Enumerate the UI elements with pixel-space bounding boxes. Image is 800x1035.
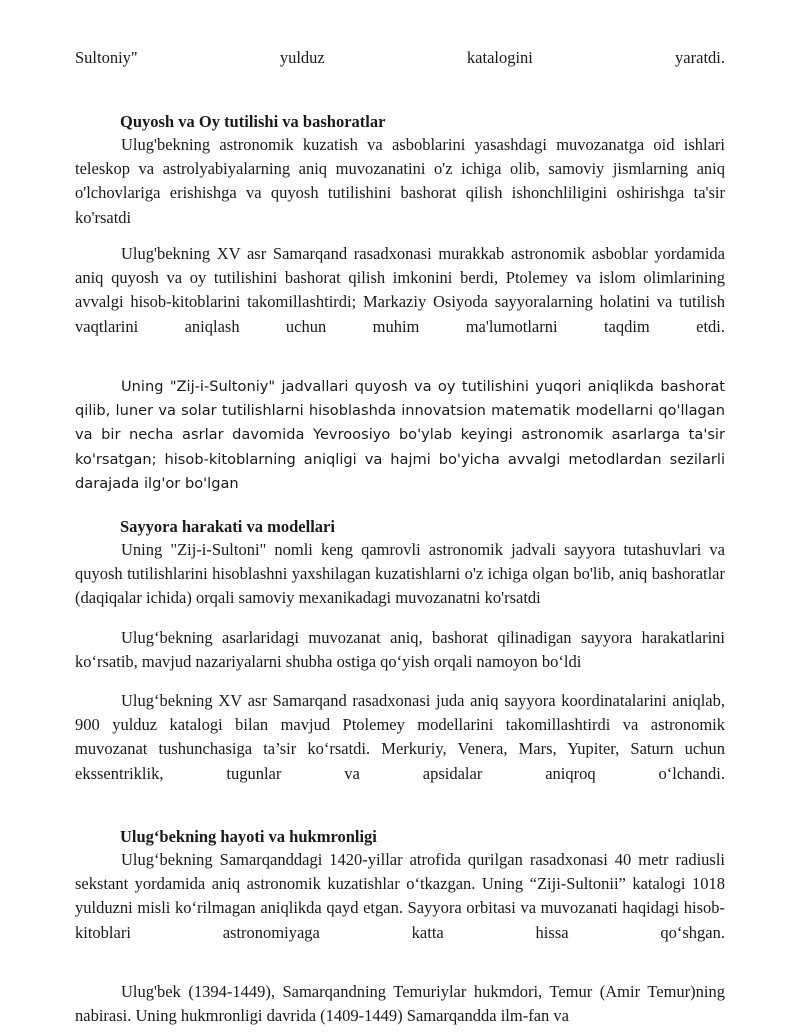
paragraph-planets-1: Uning "Zij-i-Sultoni" nomli keng qamrovli astronomik jadvali sayyora tutashuvlari va quyosh tutilishlarini hisoblashni yaxshilagan kuzatishlarni o'z ichiga olgan bo'lib, aniq bashoratlar (daqiqalar ichida) orqali samoviy mexanikadagi muvozanatni ko'rsatdi — [75, 540, 725, 608]
word-3: katalogini — [466, 48, 533, 67]
word-2: yulduz — [279, 48, 325, 67]
paragraph-eclipses-3: Uning "Zij-i-Sultoniy" jadvallari quyosh va oy tutilishini yuqori aniqlikda bashorat qilib, luner va solar tutilishlarni hisoblashda innovatsion matematik modellarni qo'llagan va bir necha asrlar davomida Yevroosiyo bo'ylab keyingi astronomik asarlarga ta'sir ko'rsatgan; hisob-kitoblarning aniqligi va hajmi bo'yicha avvalgi metodlardan sezilarli darajada ilg'or bo'lgan — [75, 378, 725, 492]
word-4: yaratdi. — [675, 48, 725, 67]
paragraph-life-1: Ulug‘bekning Samarqanddagi 1420-yillar atrofida qurilgan rasadxonasi 40 metr radiusli sekstant yordamida aniq astronomik kuzatishlar o‘tkazgan. Uning “Ziji-Sultonii” katalogi 1018 yulduzni misli ko‘rilmagan aniqlikda qayd etgan. Sayyora orbitasi va muvozanati haqidagi hisob-kitoblari astronomiyaga katta hissa qo‘shgan. — [75, 850, 725, 942]
word-1: Sultoniy" — [75, 48, 138, 67]
paragraph-eclipses-1: Ulug'bekning astronomik kuzatish va asboblarini yasashdagi muvozanatga oid ishlari teleskop va astrolyabiyalarning aniq muvozanatini o'z ichiga olib, samoviy jismlarning aniq o'lchovlariga erishishga va quyosh tutilishini bashorat qilish ishonchliligini oshirishga ta'sir ko'rsatdi — [75, 135, 725, 227]
continued-line — [75, 46, 725, 70]
paragraph-eclipses-2: Ulug'bekning XV asr Samarqand rasadxonasi murakkab astronomik asboblar yordamida aniq quyosh va oy tutilishini bashorat qilish imkonini berdi, Ptolemey va islom olimlarining avvalgi hisob-kitoblarini takomillashtirdi; Markaziy Osiyoda sayyoralarning holatini va tutilish vaqtlarini aniqlash uchun muhim ma'lumotlarni taqdim etdi. — [75, 244, 725, 336]
section-heading-eclipses: Quyosh va Oy tutilishi va bashoratlar — [120, 112, 386, 131]
paragraph-life-2: Ulug'bek (1394-1449), Samarqandning Temuriylar hukmdori, Temur (Amir Temur)ning nabirasi. Uning hukmronligi davrida (1409-1449) Samarqandda ilm-fan va — [75, 982, 725, 1026]
paragraph-planets-3: Ulug‘bekning XV asr Samarqand rasadxonasi juda aniq sayyora koordinatalarini aniqlab, 900 yulduz katalogi bilan mavjud Ptolemey modellarini takomillashtirdi va astronomik muvozanat tushunchasiga ta’sir ko‘rsatdi. Merkuriy, Venera, Mars, Yupiter, Saturn uchun ekssentriklik, tugunlar va apsidalar aniqroq o‘lchandi. — [75, 691, 725, 783]
section-heading-planets: Sayyora harakati va modellari — [120, 517, 335, 536]
paragraph-planets-2: Ulug‘bekning asarlaridagi muvozanat aniq, bashorat qilinadigan sayyora harakatlarini ko‘rsatib, mavjud nazariyalarni shubha ostiga qo‘yish orqali namoyon bo‘ldi — [75, 628, 725, 672]
section-heading-life: Ulug‘bekning hayoti va hukmronligi — [120, 827, 377, 846]
